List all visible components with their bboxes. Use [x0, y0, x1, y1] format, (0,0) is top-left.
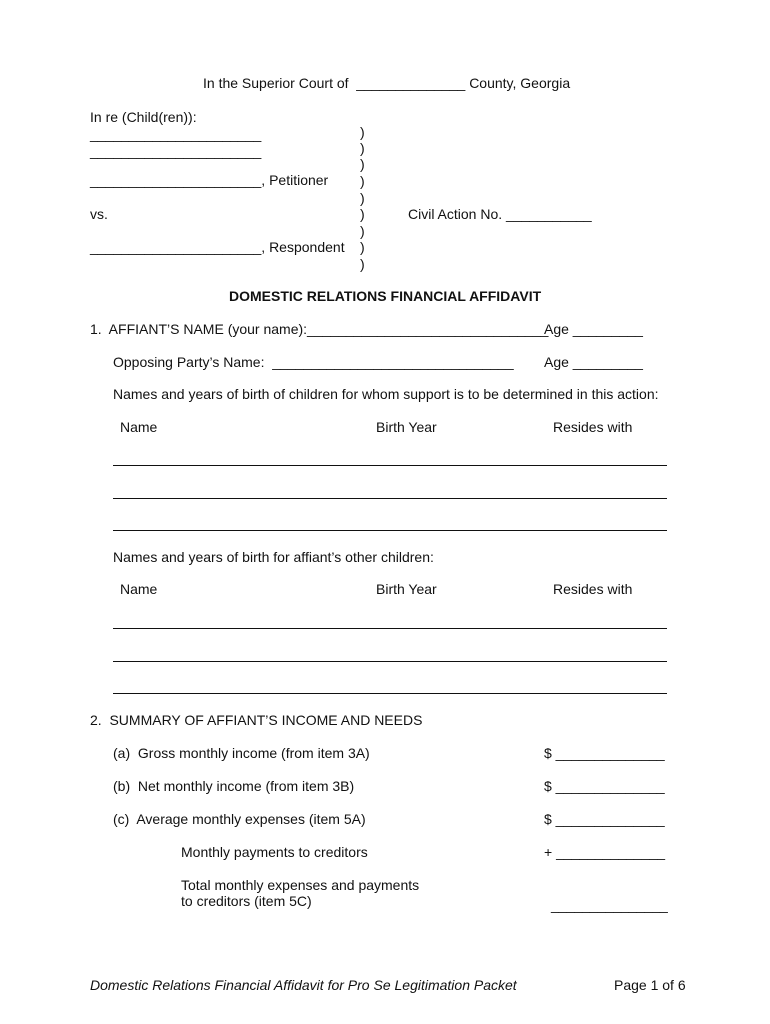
children-support-heading: Names and years of birth of children for whom support is to be determined in this action:: [113, 386, 659, 402]
caption-paren: ): [360, 124, 365, 140]
versus-label: vs.: [90, 206, 108, 222]
gross-income-label: (a) Gross monthly income (from item 3A): [113, 745, 370, 761]
page-number: Page 1 of 6: [614, 977, 686, 993]
column-header-birth-year: Birth Year: [376, 581, 437, 597]
caption-paren: ): [360, 156, 365, 172]
caption-paren: ): [360, 206, 365, 222]
petitioner-line[interactable]: ______________________, Petitioner: [90, 172, 329, 188]
column-header-birth-year: Birth Year: [376, 419, 437, 435]
civil-action-number[interactable]: Civil Action No. ___________: [408, 206, 592, 222]
monthly-expenses-field[interactable]: $ ______________: [544, 811, 665, 827]
net-income-field[interactable]: $ ______________: [544, 778, 665, 794]
net-income-label: (b) Net monthly income (from item 3B): [113, 778, 355, 794]
column-header-name: Name: [120, 419, 158, 435]
child-entry-line[interactable]: [113, 465, 667, 466]
in-re-label: In re (Child(ren)):: [90, 109, 197, 125]
court-heading: In the Superior Court of ______________ County, Georgia: [203, 75, 571, 91]
child-name-blank[interactable]: ______________________: [90, 143, 262, 159]
gross-income-field[interactable]: $ ______________: [544, 745, 665, 761]
creditor-payments-label: Monthly payments to creditors: [181, 844, 368, 860]
document-title: DOMESTIC RELATIONS FINANCIAL AFFIDAVIT: [229, 288, 542, 304]
creditor-payments-field[interactable]: + ______________: [544, 844, 666, 860]
column-header-resides-with: Resides with: [553, 419, 633, 435]
income-needs-heading: 2. SUMMARY OF AFFIANT’S INCOME AND NEEDS: [90, 712, 423, 728]
affiant-age-field[interactable]: Age _________: [544, 321, 643, 337]
other-child-entry-line[interactable]: [113, 693, 667, 694]
child-entry-line[interactable]: [113, 498, 667, 499]
column-header-resides-with: Resides with: [553, 581, 633, 597]
opposing-party-age-field[interactable]: Age _________: [544, 354, 643, 370]
opposing-party-name-field[interactable]: Opposing Party’s Name: _______________________________: [113, 354, 514, 370]
total-expenses-field[interactable]: _______________: [551, 897, 668, 913]
caption-paren: ): [360, 173, 365, 189]
total-expenses-label: Total monthly expenses and payments: [181, 877, 420, 893]
child-entry-line[interactable]: [113, 530, 667, 531]
total-expenses-label-cont: to creditors (item 5C): [181, 893, 312, 909]
caption-paren: ): [360, 140, 365, 156]
other-children-heading: Names and years of birth for affiant’s other children:: [113, 549, 434, 565]
monthly-expenses-label: (c) Average monthly expenses (item 5A): [113, 811, 366, 827]
other-child-entry-line[interactable]: [113, 628, 667, 629]
caption-paren: ): [360, 256, 365, 272]
column-header-name: Name: [120, 581, 158, 597]
caption-paren: ): [360, 223, 365, 239]
affiant-name-field[interactable]: 1. AFFIANT’S NAME (your name):_______________________________: [90, 321, 549, 337]
footer-packet-title: Domestic Relations Financial Affidavit for Pro Se Legitimation Packet: [90, 977, 517, 993]
other-child-entry-line[interactable]: [113, 661, 667, 662]
caption-paren: ): [360, 190, 365, 206]
respondent-line[interactable]: ______________________, Respondent: [90, 239, 345, 255]
caption-paren: ): [360, 239, 365, 255]
child-name-blank[interactable]: ______________________: [90, 126, 262, 142]
